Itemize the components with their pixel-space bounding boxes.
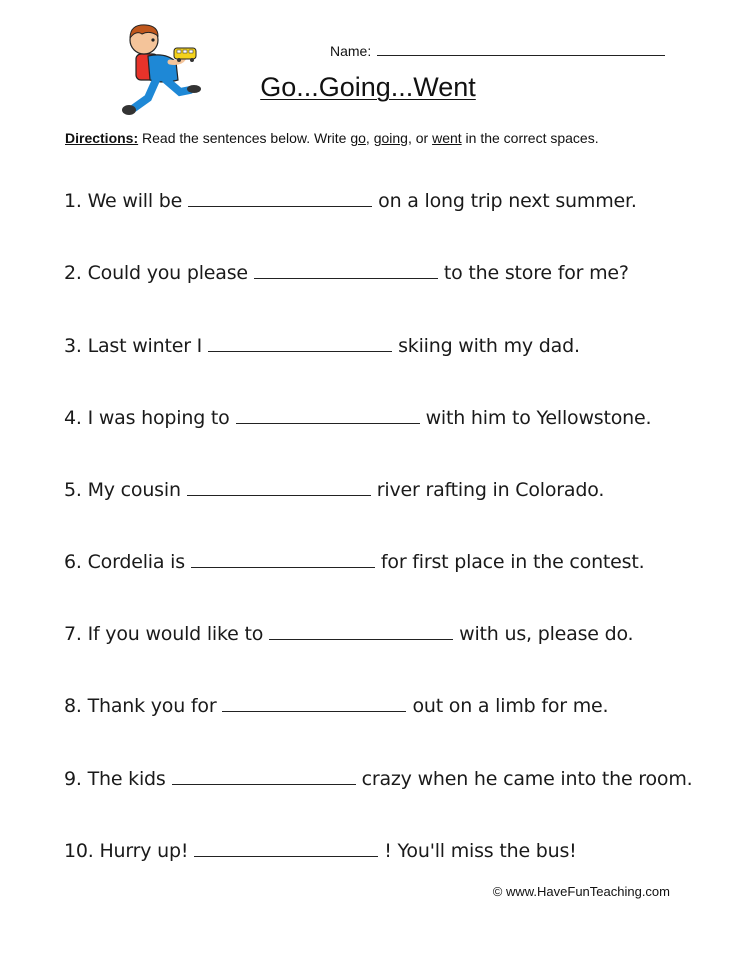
question-number: 6.	[64, 551, 82, 573]
directions-block	[65, 129, 665, 148]
question-10	[64, 840, 577, 862]
question-text-before: Cordelia is	[87, 551, 185, 573]
question-number: 8.	[64, 695, 82, 717]
directions-label: Directions:	[65, 130, 139, 146]
answer-blank[interactable]	[269, 638, 453, 640]
question-4	[64, 407, 651, 429]
word-went: went	[432, 130, 462, 146]
answer-blank[interactable]	[236, 422, 420, 424]
name-label: Name:	[330, 43, 372, 59]
question-text-after: out on a limb for me.	[412, 695, 609, 717]
question-text-before: We will be	[87, 190, 183, 212]
question-text-before: The kids	[87, 768, 166, 790]
question-number: 9.	[64, 768, 82, 790]
answer-blank[interactable]	[191, 566, 375, 568]
directions-text-1: Read the sentences below. Write	[138, 130, 351, 146]
question-text-before: Thank you for	[87, 695, 217, 717]
question-1	[64, 190, 637, 212]
question-text-after: river rafting in Colorado.	[376, 479, 605, 501]
answer-blank[interactable]	[187, 494, 371, 496]
directions-sep-1: ,	[365, 130, 374, 146]
question-number: 2.	[64, 262, 82, 284]
name-field-row	[330, 43, 665, 59]
copyright-footer: © www.HaveFunTeaching.com	[492, 884, 670, 899]
question-text-after: to the store for me?	[443, 262, 629, 284]
answer-blank[interactable]	[172, 783, 356, 785]
question-text-after: on a long trip next summer.	[378, 190, 637, 212]
answer-blank[interactable]	[254, 277, 438, 279]
question-text-before: Last winter I	[87, 335, 203, 357]
bus-shape	[174, 48, 196, 59]
question-number: 10.	[64, 840, 94, 862]
question-6	[64, 551, 644, 573]
question-text-before: I was hoping to	[87, 407, 230, 429]
question-text-before: Hurry up!	[99, 840, 189, 862]
question-text-after: for first place in the contest.	[380, 551, 645, 573]
running-boy-illustration	[108, 18, 208, 122]
question-9	[64, 768, 692, 790]
question-number: 1.	[64, 190, 82, 212]
question-text-after: with us, please do.	[459, 623, 634, 645]
question-text-before: My cousin	[87, 479, 181, 501]
answer-blank[interactable]	[208, 350, 392, 352]
question-text-after: skiing with my dad.	[398, 335, 580, 357]
shoe-back-shape	[122, 105, 136, 115]
question-text-after: ! You'll miss the bus!	[384, 840, 577, 862]
question-8	[64, 695, 608, 717]
directions-sep-2: , or	[407, 130, 433, 146]
name-answer-line[interactable]	[377, 54, 665, 56]
question-text-before: If you would like to	[87, 623, 264, 645]
question-text-after: with him to Yellowstone.	[425, 407, 652, 429]
answer-blank[interactable]	[194, 855, 378, 857]
word-go: go	[350, 130, 366, 146]
page-title: Go...Going...Went	[260, 72, 476, 102]
question-7	[64, 623, 633, 645]
answer-blank[interactable]	[188, 205, 372, 207]
question-2	[64, 262, 629, 284]
directions-text-2: in the correct spaces.	[461, 130, 599, 146]
eye-shape	[151, 38, 154, 41]
answer-blank[interactable]	[222, 710, 406, 712]
word-going: going	[373, 130, 408, 146]
question-number: 5.	[64, 479, 82, 501]
question-text-after: crazy when he came into the room.	[361, 768, 693, 790]
question-text-before: Could you please	[87, 262, 248, 284]
question-number: 3.	[64, 335, 82, 357]
question-number: 4.	[64, 407, 82, 429]
question-3	[64, 335, 580, 357]
question-number: 7.	[64, 623, 82, 645]
question-5	[64, 479, 604, 501]
